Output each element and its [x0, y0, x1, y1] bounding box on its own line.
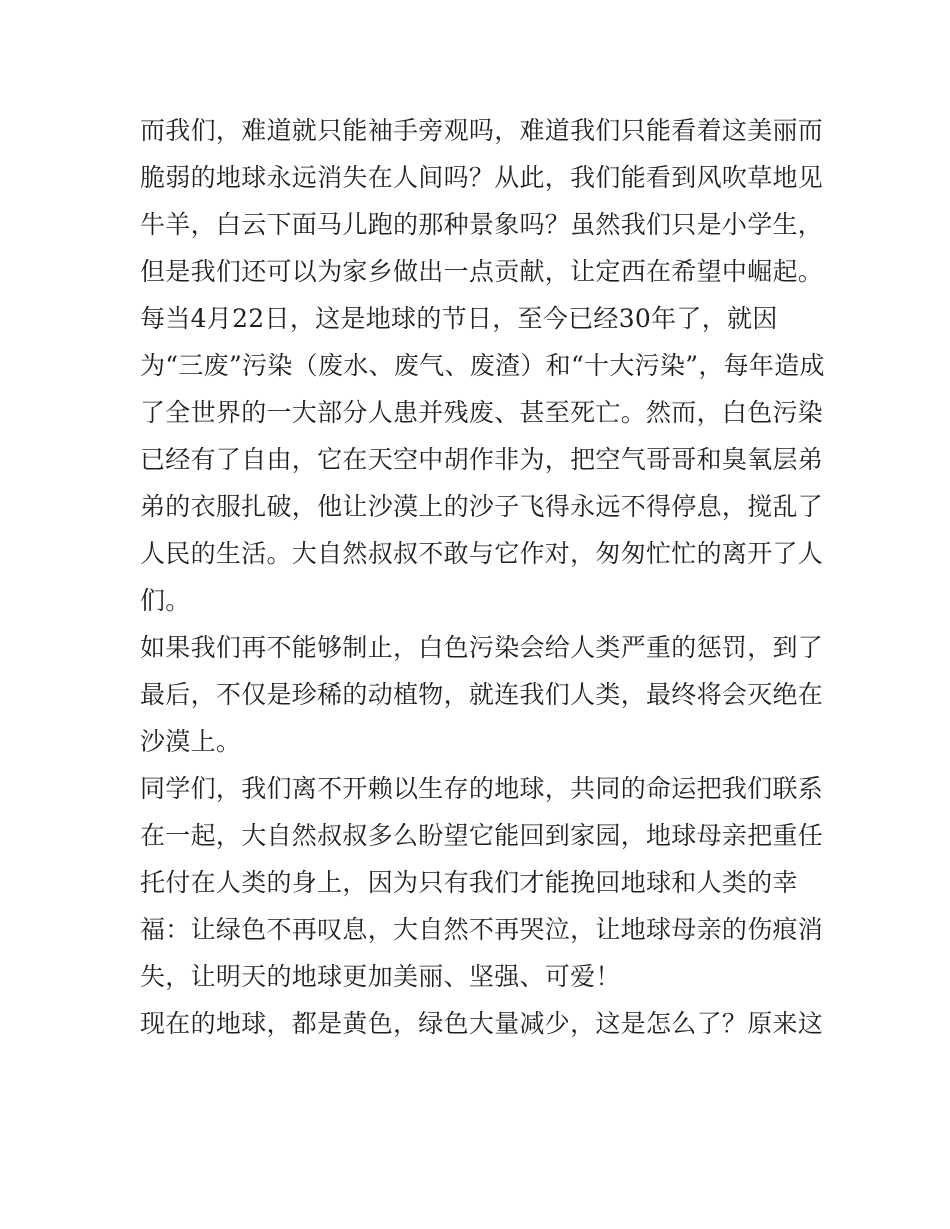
text-line: 同学们，我们离不开赖以生存的地球，共同的命运把我们联系	[140, 774, 824, 803]
text-line: 脆弱的地球永远消失在人间吗？从此，我们能看到风吹草地见	[140, 163, 824, 192]
text-line: 福：让绿色不再叹息，大自然不再哭泣，让地球母亲的伤痕消	[140, 915, 824, 944]
text-line: 托付在人类的身上，因为只有我们才能挽回地球和人类的幸	[140, 868, 798, 897]
text-line: 最后，不仅是珍稀的动植物，就连我们人类，最终将会灭绝在	[140, 680, 824, 709]
text-line: 了全世界的一大部分人患并残废、甚至死亡。然而，白色污染	[140, 398, 824, 427]
text-line: 但是我们还可以为家乡做出一点贡献，让定西在希望中崛起。	[140, 257, 824, 286]
text-line: 沙漠上。	[140, 727, 242, 756]
text-line: 在一起，大自然叔叔多么盼望它能回到家园，地球母亲把重任	[140, 821, 824, 850]
text-line: 如果我们再不能够制止，白色污染会给人类严重的惩罚，到了	[140, 633, 824, 662]
text-line: 现在的地球，都是黄色，绿色大量减少，这是怎么了？原来这	[140, 1009, 824, 1038]
text-line: 每当4月22日，这是地球的节日，至今已经30年了，就因	[140, 304, 778, 333]
text-line: 人民的生活。大自然叔叔不敢与它作对，匆匆忙忙的离开了人	[140, 539, 824, 568]
text-line: 弟的衣服扎破，他让沙漠上的沙子飞得永远不得停息，搅乱了	[140, 492, 824, 521]
text-line: 牛羊，白云下面马儿跑的那种景象吗？虽然我们只是小学生，	[140, 210, 824, 239]
text-line: 们。	[140, 586, 191, 615]
text-line: 为“三废”污染（废水、废气、废渣）和“十大污染”，每年造成	[140, 351, 825, 380]
text-line: 失，让明天的地球更加美丽、坚强、可爱！	[140, 962, 621, 991]
body-text	[140, 107, 825, 1047]
text-line: 而我们，难道就只能袖手旁观吗，难道我们只能看着这美丽而	[140, 116, 824, 145]
text-line: 已经有了自由，它在天空中胡作非为，把空气哥哥和臭氧层弟	[140, 445, 824, 474]
